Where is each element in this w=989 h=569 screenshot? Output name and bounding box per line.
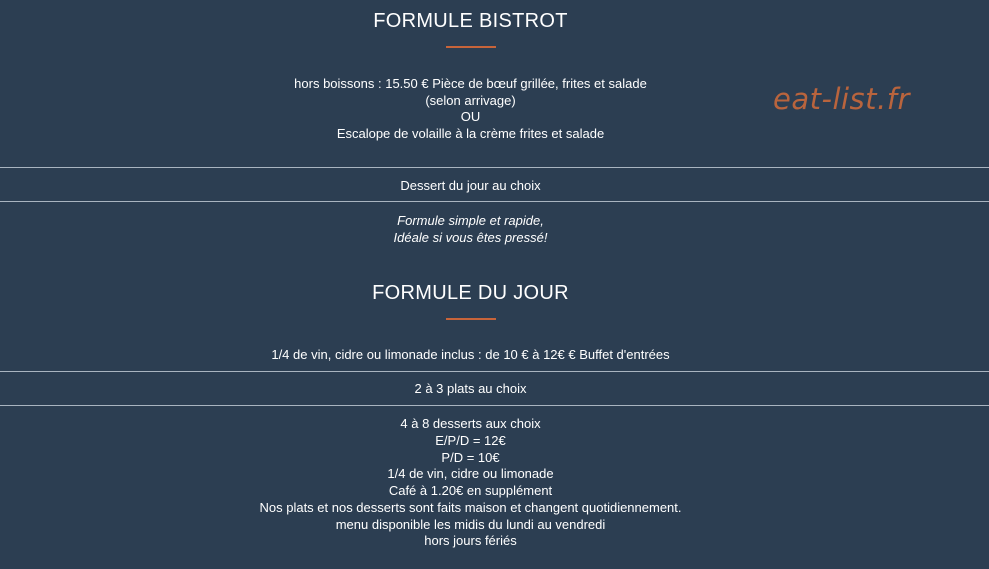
- bistrot-note-1: Formule simple et rapide,: [397, 213, 544, 228]
- bistrot-title-underline: [446, 46, 496, 48]
- jour-line-4: 1/4 de vin, cidre ou limonade: [387, 466, 554, 481]
- jour-line-5: Café à 1.20€ en supplément: [388, 483, 553, 498]
- bistrot-note-2: Idéale si vous êtes pressé!: [393, 230, 548, 245]
- bistrot-dessert: Dessert du jour au choix: [400, 178, 541, 193]
- jour-line-8: hors jours fériés: [424, 533, 517, 548]
- divider: [0, 167, 989, 168]
- bistrot-line-2: (selon arrivage): [425, 93, 516, 108]
- divider: [0, 201, 989, 202]
- jour-line-2: E/P/D = 12€: [435, 433, 506, 448]
- jour-line-7: menu disponible les midis du lundi au vendredi: [335, 517, 606, 532]
- jour-plats: 2 à 3 plats au choix: [414, 381, 527, 396]
- watermark-text: eat-list.fr: [773, 82, 910, 116]
- jour-title-underline: [446, 318, 496, 320]
- jour-line-3: P/D = 10€: [441, 450, 500, 465]
- bistrot-line-4: Escalope de volaille à la crème frites et salade: [336, 126, 605, 141]
- jour-intro: 1/4 de vin, cidre ou limonade inclus : de 10 € à 12€ € Buffet d'entrées: [271, 347, 670, 362]
- bistrot-line-3: OU: [460, 109, 481, 124]
- jour-line-6: Nos plats et nos desserts sont faits maison et changent quotidiennement.: [259, 500, 682, 515]
- jour-title: FORMULE DU JOUR: [372, 282, 569, 304]
- divider: [0, 371, 989, 372]
- divider: [0, 405, 989, 406]
- bistrot-title: FORMULE BISTROT: [373, 10, 568, 32]
- bistrot-line-1: hors boissons : 15.50 € Pièce de bœuf grillée, frites et salade: [294, 76, 647, 91]
- jour-line-1: 4 à 8 desserts aux choix: [400, 416, 541, 431]
